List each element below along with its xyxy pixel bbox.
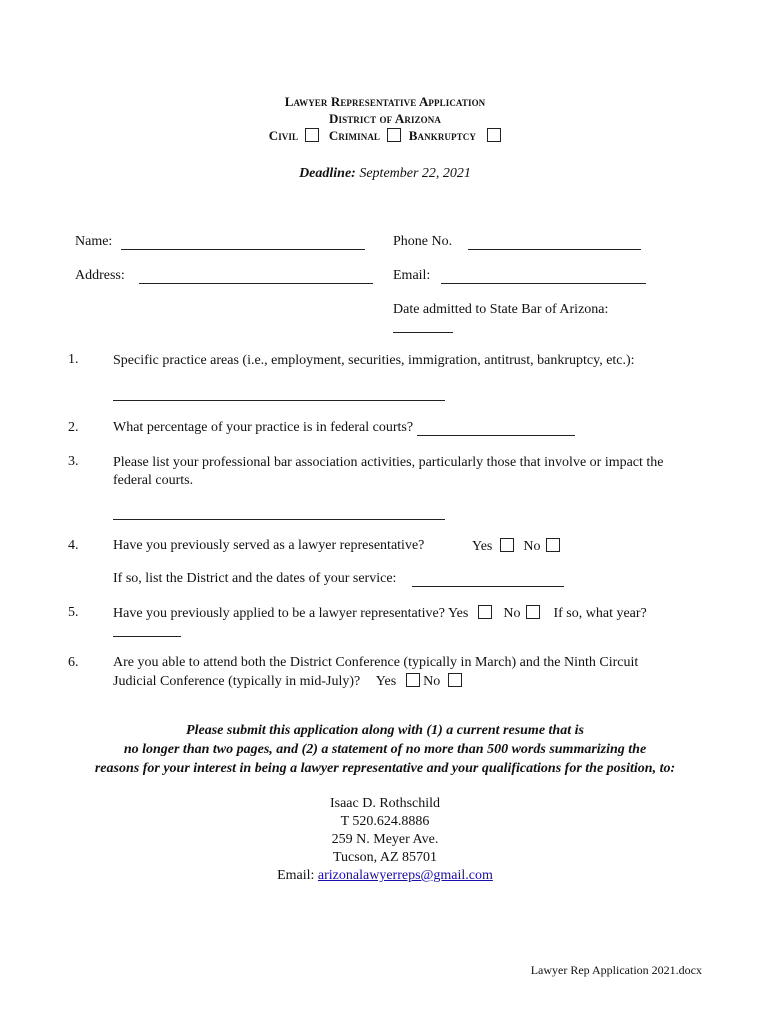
q6-text-line2: Judicial Conference (typically in mid-July)? bbox=[113, 674, 361, 689]
q1-text: Specific practice areas (i.e., employment, securities, immigration, antitrust, bankruptcy, etc.): bbox=[113, 353, 635, 368]
date-admitted-input-line[interactable] bbox=[393, 318, 453, 333]
contact-street: 259 N. Meyer Ave. bbox=[331, 832, 439, 847]
district-title: District of Arizona bbox=[329, 111, 441, 126]
q5-yes-checkbox[interactable] bbox=[478, 605, 492, 619]
q6-yes-label: Yes bbox=[375, 674, 397, 689]
criminal-checkbox[interactable] bbox=[387, 128, 401, 142]
contact-email-row bbox=[0, 868, 770, 884]
instructions-line2: no longer than two pages, and (2) a statement of no more than 500 words summarizing the bbox=[123, 742, 647, 757]
q5-number: 5. bbox=[68, 605, 79, 620]
civil-label: Civil bbox=[268, 128, 299, 143]
email-label: Email: bbox=[393, 268, 431, 283]
q2-number: 2. bbox=[68, 420, 79, 435]
name-input-line[interactable] bbox=[121, 235, 365, 250]
q4-no-label: No bbox=[523, 539, 541, 554]
instructions-line1: Please submit this application along with (1) a current resume that is bbox=[186, 723, 584, 738]
q5-text: Have you previously applied to be a lawyer representative? bbox=[113, 606, 445, 621]
q4-yes-label: Yes bbox=[472, 539, 493, 554]
q6-no-label: No bbox=[423, 674, 441, 689]
phone-input-line[interactable] bbox=[468, 235, 641, 250]
q5-row bbox=[113, 605, 647, 622]
footer-filename: Lawyer Rep Application 2021.docx bbox=[530, 963, 702, 977]
q4-options bbox=[472, 538, 560, 555]
q3-text: Please list your professional bar association activities, particularly those that involve or impact the federal courts. bbox=[113, 455, 664, 488]
q4-followup-line[interactable] bbox=[412, 572, 564, 587]
q1-number: 1. bbox=[68, 352, 79, 367]
contact-city: Tucson, AZ 85701 bbox=[332, 850, 438, 865]
phone-label: Phone No. bbox=[393, 234, 453, 249]
q5-no-checkbox[interactable] bbox=[526, 605, 540, 619]
q2-text: What percentage of your practice is in federal courts? bbox=[113, 420, 414, 435]
bankruptcy-label: Bankruptcy bbox=[408, 128, 476, 143]
q6-text-line1: Are you able to attend both the District Conference (typically in March) and the Ninth Circuit bbox=[113, 655, 639, 670]
contact-name: Isaac D. Rothschild bbox=[329, 796, 441, 811]
q4-followup-row bbox=[113, 571, 564, 587]
q5-no-label: No bbox=[503, 606, 521, 621]
civil-checkbox[interactable] bbox=[305, 128, 319, 142]
q5-followup-text: If so, what year? bbox=[553, 606, 647, 621]
deadline: Deadline: September 22, 2021 bbox=[299, 166, 471, 181]
bankruptcy-checkbox[interactable] bbox=[487, 128, 501, 142]
q4-number: 4. bbox=[68, 538, 79, 553]
q5-yes-label: Yes bbox=[447, 606, 469, 621]
deadline-label: Deadline bbox=[299, 166, 352, 181]
q1-answer-line[interactable] bbox=[113, 386, 445, 401]
q6-no-checkbox[interactable] bbox=[448, 673, 462, 687]
q4-text: Have you previously served as a lawyer representative? bbox=[113, 538, 425, 553]
q4-no-checkbox[interactable] bbox=[546, 538, 560, 552]
q6-number: 6. bbox=[68, 655, 79, 670]
q2-row bbox=[113, 420, 575, 436]
q5-year-line[interactable] bbox=[113, 622, 181, 637]
q4-followup-text: If so, list the District and the dates of your service: bbox=[113, 571, 397, 586]
address-input-line[interactable] bbox=[139, 269, 373, 284]
instructions-line3: reasons for your interest in being a lawyer representative and your qualifications for the position, to: bbox=[94, 761, 676, 776]
criminal-label: Criminal bbox=[328, 128, 381, 143]
deadline-value: September 22, 2021 bbox=[359, 166, 471, 181]
q6-row2 bbox=[113, 673, 462, 690]
date-admitted-label: Date admitted to State Bar of Arizona: bbox=[393, 302, 609, 317]
case-type-row bbox=[0, 128, 770, 144]
q3-answer-line[interactable] bbox=[113, 505, 445, 520]
contact-email-link[interactable]: arizonalawyerreps@gmail.com bbox=[317, 868, 493, 883]
q2-answer-line[interactable] bbox=[417, 421, 575, 436]
contact-phone: T 520.624.8886 bbox=[340, 814, 430, 829]
contact-email-label: Email: bbox=[277, 868, 315, 883]
email-input-line[interactable] bbox=[441, 269, 646, 284]
address-label: Address: bbox=[75, 268, 125, 283]
q3-number: 3. bbox=[68, 454, 79, 469]
q4-yes-checkbox[interactable] bbox=[500, 538, 514, 552]
q6-yes-checkbox[interactable] bbox=[406, 673, 420, 687]
name-label: Name: bbox=[75, 234, 113, 249]
form-title: Lawyer Representative Application bbox=[284, 94, 486, 109]
